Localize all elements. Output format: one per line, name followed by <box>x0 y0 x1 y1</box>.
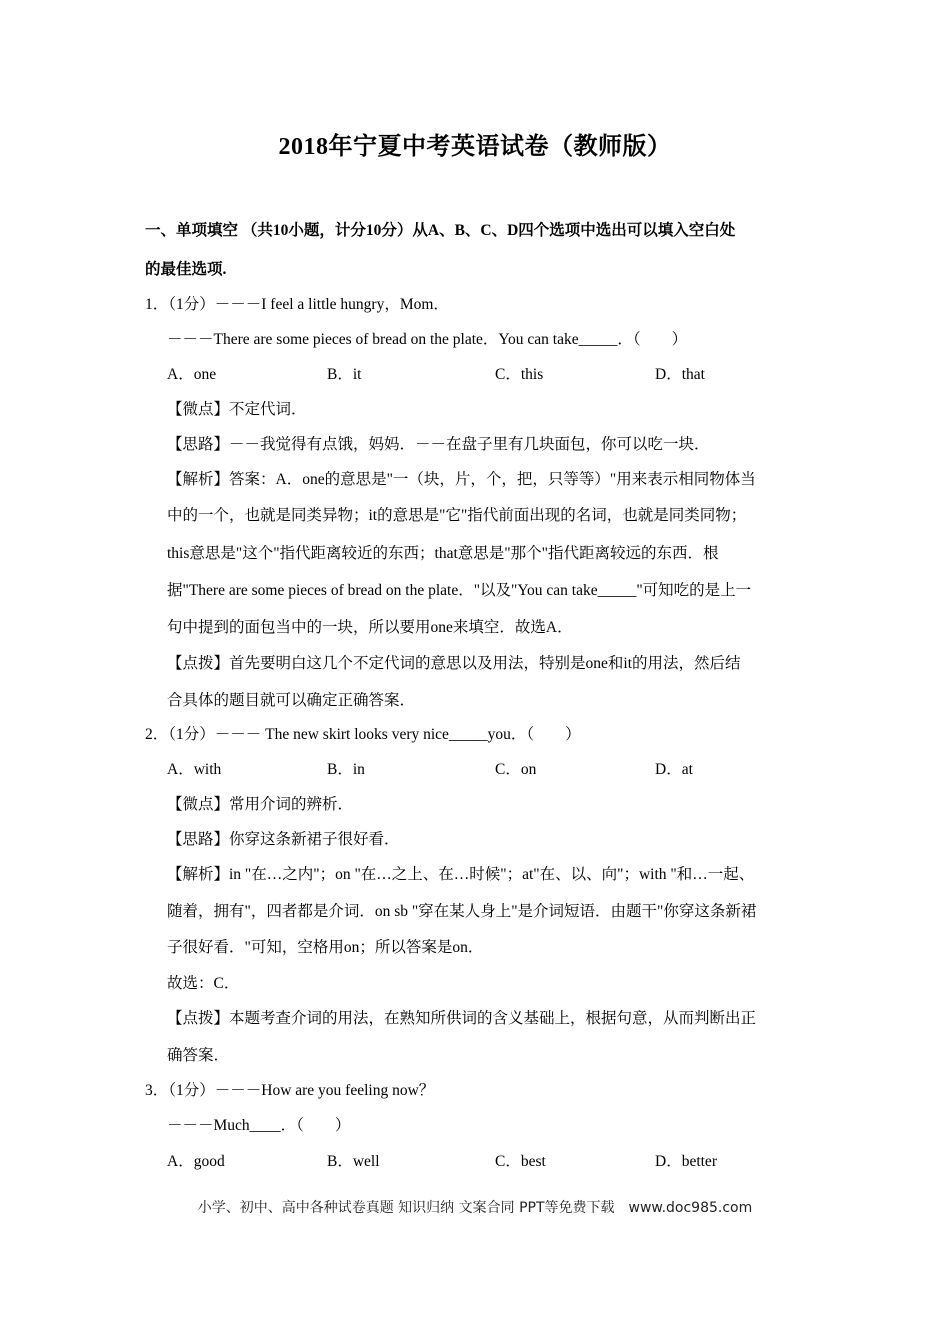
question-3-option-b: B．well <box>327 1153 380 1170</box>
question-1-option-c: C．this <box>495 366 544 383</box>
question-2-option-b: B．in <box>327 761 365 778</box>
question-2-analysis: 【解析】in "在…之内"；on "在…之上、在…时候"；at"在、以、向"；with "和…一起、 <box>167 866 755 883</box>
question-1-stem: 1．（1分）－－－I feel a little hungry，Mom． <box>145 296 449 313</box>
question-1-option-a: A．one <box>167 366 217 383</box>
question-2-tip-cont: 确答案． <box>167 1047 230 1064</box>
question-2-option-a: A．with <box>167 761 222 778</box>
question-1-analysis: 【解析】答案：A．one的意思是"一（块，片，个，把，只等等）"用来表示相同物体当 <box>167 471 756 488</box>
question-1-tip: 【点拨】首先要明白这几个不定代词的意思以及用法，特别是one和it的用法，然后结 <box>167 655 741 672</box>
question-3-option-d: D．better <box>655 1153 717 1170</box>
question-3-option-c: C．best <box>495 1153 546 1170</box>
section-heading-cont: 的最佳选项. <box>145 261 227 278</box>
question-2-option-c: C．on <box>495 761 537 778</box>
question-2-analysis-cont: 子很好看．"可知，空格用on；所以答案是on． <box>167 939 484 956</box>
question-1-analysis-cont: 据"There are some pieces of bread on the plate．"以及"You can take_____"可知吃的是上一 <box>167 582 752 599</box>
question-3-stem: 3．（1分）－－－How are you feeling now？ <box>145 1082 435 1099</box>
question-3-stem-cont: －－－Much____．（ ） <box>167 1117 351 1134</box>
page-footer: 小学、初中、高中各种试卷真题 知识归纳 文案合同 PPT等免费下载 www.doc985.com <box>197 1200 753 1216</box>
question-2-point: 【微点】常用介词的辨析． <box>167 796 354 813</box>
question-2-analysis-cont: 随着，拥有"，四者都是介词．on sb "穿在某人身上"是介词短语．由题干"你穿这条新裙 <box>167 903 757 920</box>
question-1-stem-cont: －－－There are some pieces of bread on the plate．You can take_____．（ ） <box>167 331 688 348</box>
question-1-option-d: D．that <box>655 366 705 383</box>
question-1-point: 【微点】不定代词． <box>167 401 307 418</box>
page-title: 2018年宁夏中考英语试卷（教师版） <box>278 134 672 160</box>
question-1-tip-cont: 合具体的题目就可以确定正确答案． <box>167 692 416 709</box>
question-2-answer: 故选：C． <box>167 975 240 992</box>
question-2-stem: 2．（1分）－－－ The new skirt looks very nice_____you．（ ） <box>145 726 581 743</box>
question-1-analysis-cont: this意思是"这个"指代距离较近的东西；that意思是"那个"指代距离较远的东西．根 <box>167 545 719 562</box>
question-2-tip: 【点拨】本题考查介词的用法，在熟知所供词的含义基础上，根据句意，从而判断出正 <box>167 1010 757 1027</box>
question-2-idea: 【思路】你穿这条新裙子很好看． <box>167 831 400 848</box>
question-1-idea: 【思路】－－我觉得有点饿，妈妈．－－在盘子里有几块面包，你可以吃一块． <box>167 436 710 453</box>
question-1-option-b: B．it <box>327 366 362 383</box>
section-heading: 一、单项填空 （共10小题，计分10分）从A、B、C、D四个选项中选出可以填入空白处 <box>145 222 736 239</box>
question-3-option-a: A．good <box>167 1153 225 1170</box>
question-1-analysis-cont: 中的一个，也就是同类异物；it的意思是"它"指代前面出现的名词，也就是同类同物； <box>167 507 747 524</box>
question-1-analysis-cont: 句中提到的面包当中的一块，所以要用one来填空．故选A． <box>167 619 573 636</box>
question-2-option-d: D．at <box>655 761 693 778</box>
